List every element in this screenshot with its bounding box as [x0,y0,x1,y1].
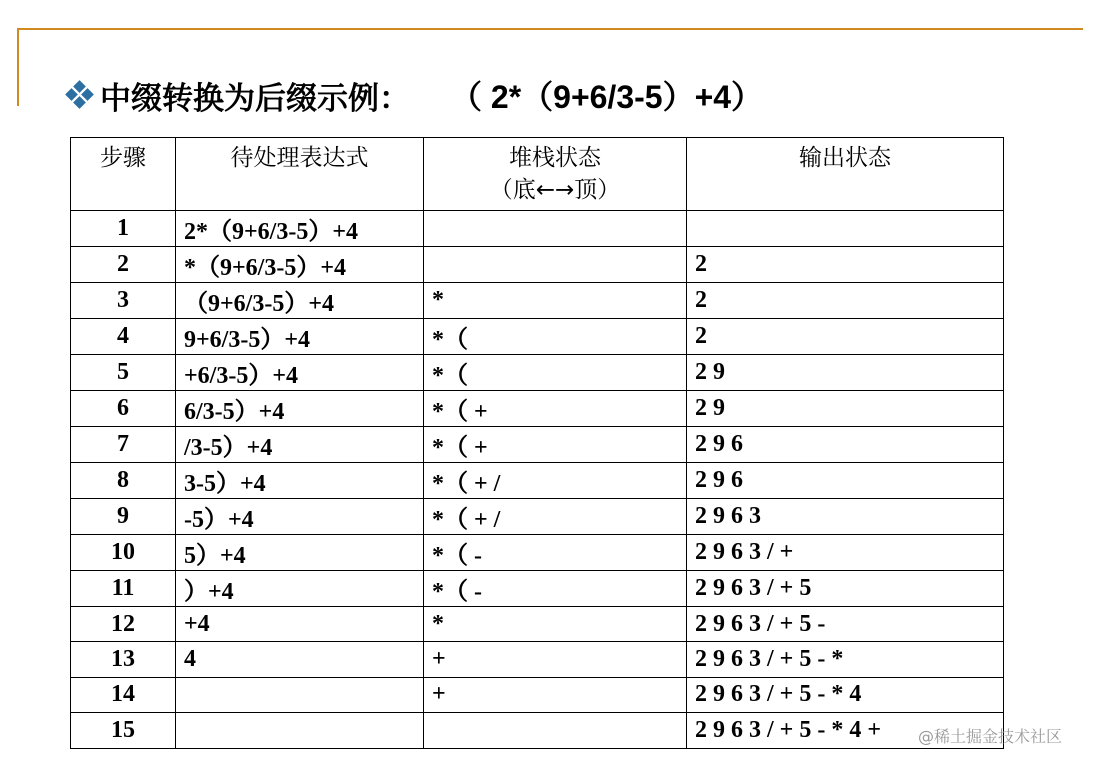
cell-step: 4 [71,319,176,355]
table-row [71,283,1004,319]
cell-stack: *（ + / [424,499,687,535]
cell-step: 11 [71,571,176,607]
header-step: 步骤 [71,138,176,211]
cell-pending: 5）+4 [176,535,424,571]
cell-output: 2 9 6 3 / + 5 [687,571,1004,607]
header-output: 输出状态 [687,138,1004,211]
cell-output: 2 9 6 3 [687,499,1004,535]
table-row [71,211,1004,247]
slide-title [66,70,763,120]
cell-stack [424,247,687,283]
table-row [71,391,1004,427]
cell-stack: *（ [424,355,687,391]
cell-output: 2 9 [687,391,1004,427]
cell-step: 10 [71,535,176,571]
cell-output: 2 9 6 3 / + 5 - [687,607,1004,642]
cell-step: 3 [71,283,176,319]
cell-output: 2 9 6 [687,427,1004,463]
cell-pending: 6/3-5）+4 [176,391,424,427]
cell-stack [424,211,687,247]
header-stack [424,138,687,211]
cell-output: 2 9 6 3 / + 5 - * 4 [687,677,1004,712]
cell-output: 2 9 [687,355,1004,391]
slide-frame-left [17,28,19,106]
cell-step: 7 [71,427,176,463]
cell-stack: + [424,677,687,712]
cell-step: 12 [71,607,176,642]
title-expression: （ 2*（9+6/3-5）+4） [450,79,764,115]
title-text: 中缀转换为后缀示例： [100,80,410,117]
cell-step: 1 [71,211,176,247]
header-pending: 待处理表达式 [176,138,424,211]
table-row [71,499,1004,535]
cell-pending: 3-5）+4 [176,463,424,499]
table-row [71,535,1004,571]
cell-output: 2 [687,247,1004,283]
table-row [71,427,1004,463]
cell-pending: 9+6/3-5）+4 [176,319,424,355]
cell-pending: （9+6/3-5）+4 [176,283,424,319]
slide-frame-top [17,28,1083,30]
cell-step: 13 [71,642,176,677]
cell-stack: *（ - [424,535,687,571]
table-row [71,319,1004,355]
table-header-row [71,138,1004,211]
cell-pending: +4 [176,607,424,642]
header-stack-label: 堆栈状态 [509,145,601,171]
table-row [71,355,1004,391]
cell-pending: 2*（9+6/3-5）+4 [176,211,424,247]
cell-stack [424,713,687,748]
cell-stack: * [424,283,687,319]
table-row [71,677,1004,712]
cell-stack: * [424,607,687,642]
cell-step: 15 [71,713,176,748]
cell-output: 2 9 6 [687,463,1004,499]
cell-pending: ）+4 [176,571,424,607]
cell-pending: +6/3-5）+4 [176,355,424,391]
cell-pending: 4 [176,642,424,677]
cell-output: 2 9 6 3 / + 5 - * 4 + [687,713,1004,748]
table-row [71,247,1004,283]
cell-step: 8 [71,463,176,499]
cell-step: 5 [71,355,176,391]
cell-pending: -5）+4 [176,499,424,535]
cell-step: 14 [71,677,176,712]
diamond-bullet-icon [66,81,94,109]
cell-stack: *（ + [424,391,687,427]
cell-step: 6 [71,391,176,427]
cell-stack: + [424,642,687,677]
cell-stack: *（ [424,319,687,355]
table-row [71,642,1004,677]
table-row [71,463,1004,499]
table-row [71,571,1004,607]
cell-output: 2 9 6 3 / + [687,535,1004,571]
cell-step: 2 [71,247,176,283]
cell-output: 2 9 6 3 / + 5 - * [687,642,1004,677]
cell-pending [176,713,424,748]
conversion-table [70,137,1004,749]
table-row [71,713,1004,748]
cell-output: 2 [687,283,1004,319]
cell-step: 9 [71,499,176,535]
cell-stack: *（ - [424,571,687,607]
cell-pending: /3-5）+4 [176,427,424,463]
cell-output: 2 [687,319,1004,355]
cell-output [687,211,1004,247]
cell-pending [176,677,424,712]
table-row [71,607,1004,642]
cell-pending: *（9+6/3-5）+4 [176,247,424,283]
cell-stack: *（ + [424,427,687,463]
watermark: @稀土掘金技术社区 [918,727,1063,746]
cell-stack: *（ + / [424,463,687,499]
header-stack-note: （底←→顶） [489,177,621,203]
